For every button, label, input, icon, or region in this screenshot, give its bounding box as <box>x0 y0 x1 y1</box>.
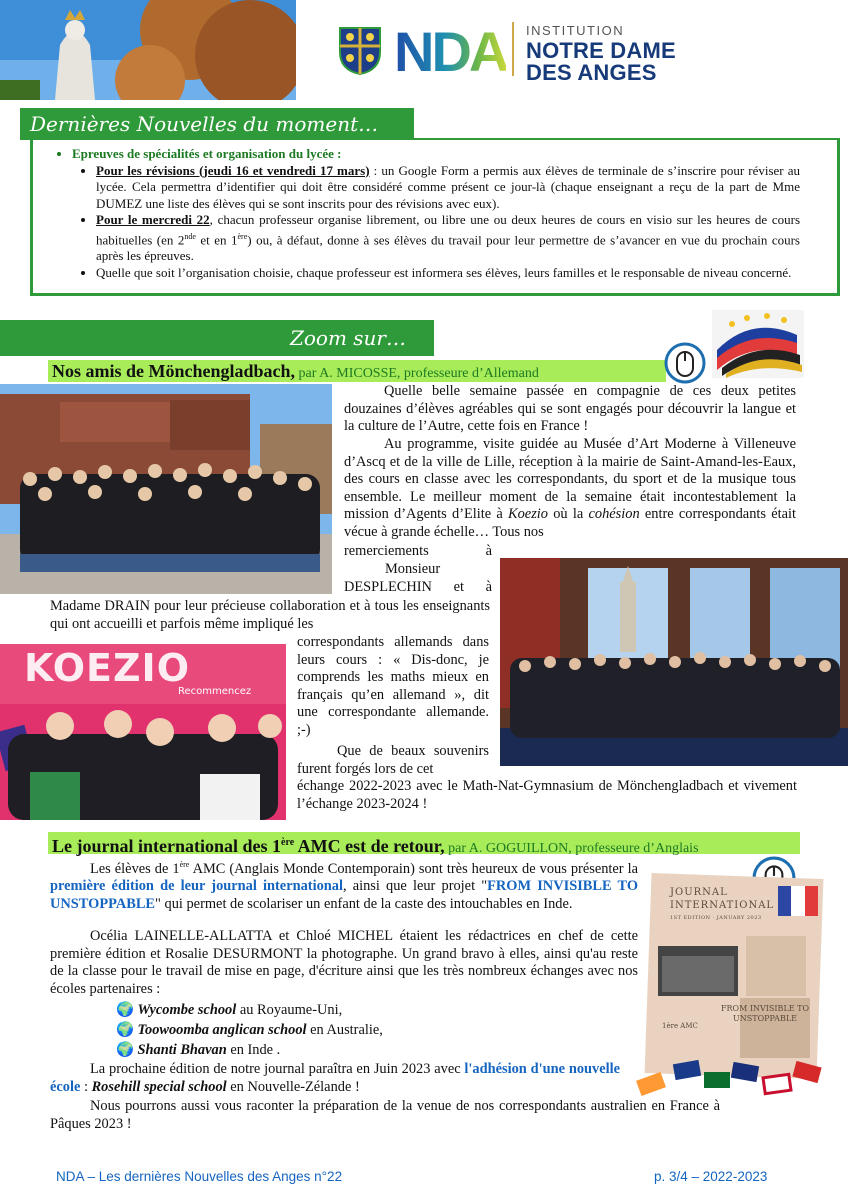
news-item-title: Epreuves de spécialités et organisation du lycée : <box>72 146 342 161</box>
globe-icon: 🌍 <box>116 1022 134 1038</box>
article1-title-bar <box>48 360 666 382</box>
organisation-text: Quelle que soit l’organisation choisie, chaque professeur est informera ses élèves, leurs familles et le responsable de niveau concerné. <box>96 264 792 280</box>
nda-logo: NDA <box>394 20 507 83</box>
article2-title-bar <box>48 832 800 854</box>
news-subitem-revisions <box>96 163 800 213</box>
revisions-text: : un Google Form a permis aux élèves de terminale de s’inscrire pour réviser au lycée. Cela permettra d’identifier qui doit être considéré comme présent ce jour-là (chaque enseignant a reçu de la part de Mme DUMEZ une liste des élèves qui se sont inscrits pour des révisions avec eux). <box>96 162 800 211</box>
cover-title-2: INTERNATIONAL <box>670 900 775 911</box>
news-item <box>72 146 800 281</box>
koezio-sign: KOEZIO <box>24 646 190 690</box>
mercredi-label: Pour le mercredi 22 <box>96 212 210 227</box>
article1-p7: échange 2022-2023 avec le Math-Nat-Gymnasium de Mönchengladbach et vivement l’échange 2023-2024 ! <box>297 778 797 812</box>
article1-p3b: Monsieur <box>385 561 441 577</box>
cover-headline-1: FROM INVISIBLE TO <box>720 1004 810 1013</box>
globe-icon: 🌍 <box>116 1002 134 1018</box>
journal-link[interactable]: première édition de leur journal international <box>50 878 343 895</box>
news-content <box>30 146 800 281</box>
article1-byline: par A. MICOSSE, professeure d’Allemand <box>295 366 539 381</box>
koezio-sub: Recommencez <box>178 686 252 697</box>
koezio-italic: Koezio <box>508 506 548 522</box>
new-school-link[interactable]: l'adhésion d'une nouvelle école <box>50 1061 620 1095</box>
school-item: 🌍 Toowoomba anglican school en Australie, <box>116 1022 383 1038</box>
mercredi-text-a: , chacun professeur organise librement, ou libre une ou deux heures de cours en visio sur les heures de cours habituelles (en 2 <box>96 212 800 247</box>
crest-logo <box>338 26 382 76</box>
logo-institution: INSTITUTION <box>526 23 625 38</box>
news-subitem-organisation <box>96 265 800 282</box>
article2-p4: Nous pourrons aussi vous raconter la préparation de la venue de nos correspondants australien en France à Pâques 2023 ! <box>50 1098 720 1132</box>
mouse-icon[interactable] <box>664 342 706 384</box>
article2-p1: Les élèves de 1ère AMC (Anglais Monde Contemporain) sont très heureux de vous présenter la première édition de leur journal international, ainsi que leur projet "FROM INVISIBLE TO UNSTOPPABLE" qui permet de scolariser un enfant de la caste des intouchables en Inde. <box>50 860 639 912</box>
header-angel-photo <box>0 0 296 100</box>
cover-class: 1ère AMC <box>662 1022 698 1030</box>
globe-icon: 🌍 <box>116 1042 134 1058</box>
mercredi-text-b: et en 1 <box>195 231 238 247</box>
sup-nde: nde <box>184 231 196 241</box>
institution-logo-text <box>526 24 676 84</box>
revisions-label: Pour les révisions (jeudi 16 et vendredi 17 mars) <box>96 162 370 178</box>
article1-p2: Au programme, visite guidée au Musée d’Art Moderne à Villeneuve d’Ascq et de la ville de Lille, réception à la mairie de Saint-Amand-les-Eaux, des cours en classe avec les correspondants, du sport et de la musique tous ensemble. Le meilleur moment de la semaine était incontestablement la mission d’Agents d’Elite à Koezio où la cohésion entre correspondants était vécue à grande échelle… Tous nos <box>344 436 796 540</box>
koezio-photo <box>0 644 286 820</box>
logo-line1: NOTRE DAME <box>526 38 676 63</box>
school-item: 🌍 Shanti Bhavan en Inde . <box>116 1042 281 1058</box>
logo-line2: DES ANGES <box>526 60 657 85</box>
journal-cover-image <box>628 866 828 1110</box>
article2-p2: Océlia LAINELLE-ALLATTA et Chloé MICHEL étaient les rédactrices en chef de cette première édition et Rosalie DESURMONT la photographe. Un grand bravo à elles, ainsi qu'au reste de la classe pour le travail de mise en page, d'écriture ainsi que les très nombreux échanges avec nos écoles partenaires : <box>50 928 638 997</box>
flags-ribbon-image <box>712 310 804 378</box>
news-subitem-mercredi <box>96 212 800 265</box>
cover-headline <box>720 1004 810 1024</box>
logo-divider <box>512 22 514 76</box>
news-banner: Dernières Nouvelles du moment… <box>20 108 414 140</box>
sup-ere: ère <box>237 231 248 241</box>
school-item: 🌍 Wycombe school au Royaume-Uni, <box>116 1002 343 1018</box>
group-photo-outdoor <box>0 384 332 594</box>
cover-title <box>670 886 774 925</box>
article1-p6: Que de beaux souvenirs furent forgés lors de cet <box>297 743 489 777</box>
article1-p3c: DESPLECHIN et à <box>344 579 492 595</box>
cohesion-italic: cohésion <box>588 506 640 522</box>
cover-headline-2: UNSTOPPABLE <box>733 1014 797 1023</box>
article1-p1: Quelle belle semaine passée en compagnie de ces deux petites douzaines d’élèves agréables qui se sont engagés pour découvrir la langue et la culture de l’Autre, cette fois en France ! <box>344 383 796 434</box>
group-photo-indoor <box>500 558 848 766</box>
project-link[interactable]: FROM INVISIBLE TO UNSTOPPABLE <box>50 878 639 912</box>
article2-title: Le journal international des 1ère AMC est de retour, <box>52 836 445 856</box>
article2-byline: par A. GOGUILLON, professeure d’Anglais <box>444 841 699 856</box>
cover-title-1: JOURNAL <box>670 887 728 898</box>
cover-issue: 1ST EDITION · JANUARY 2023 <box>670 915 762 921</box>
footer-left: NDA – Les dernières Nouvelles des Anges n°22 <box>56 1169 343 1184</box>
mercredi-text-c: ) ou, à défaut, donne à ses élèves du travail pour leur permettre de s’avancer en vue du prochain cours après les épreuves. <box>96 231 800 264</box>
schools-list <box>116 1000 383 1060</box>
zoom-banner: Zoom sur… <box>0 320 434 356</box>
article1-p4: Madame DRAIN pour leur précieuse collaboration et à tous les enseignants qui ont accueilli et parfois même impliqué les <box>50 598 490 632</box>
article2-p3: La prochaine édition de notre journal paraîtra en Juin 2023 avec l'adhésion d'une nouvelle école : Rosehill special school en Nouvelle-Zélande ! <box>50 1061 620 1095</box>
article1-p3a: remerciements à <box>344 543 492 559</box>
footer-page-number: p. 3/4 – 2022-2023 <box>654 1169 768 1184</box>
article1-p5: correspondants allemands dans leurs cours : « Dis-donc, je comprends les maths mieux en français qu’en allemand », dit une correspondante allemande. ;-) <box>297 634 489 738</box>
article1-title: Nos amis de Mönchengladbach, <box>52 361 296 381</box>
